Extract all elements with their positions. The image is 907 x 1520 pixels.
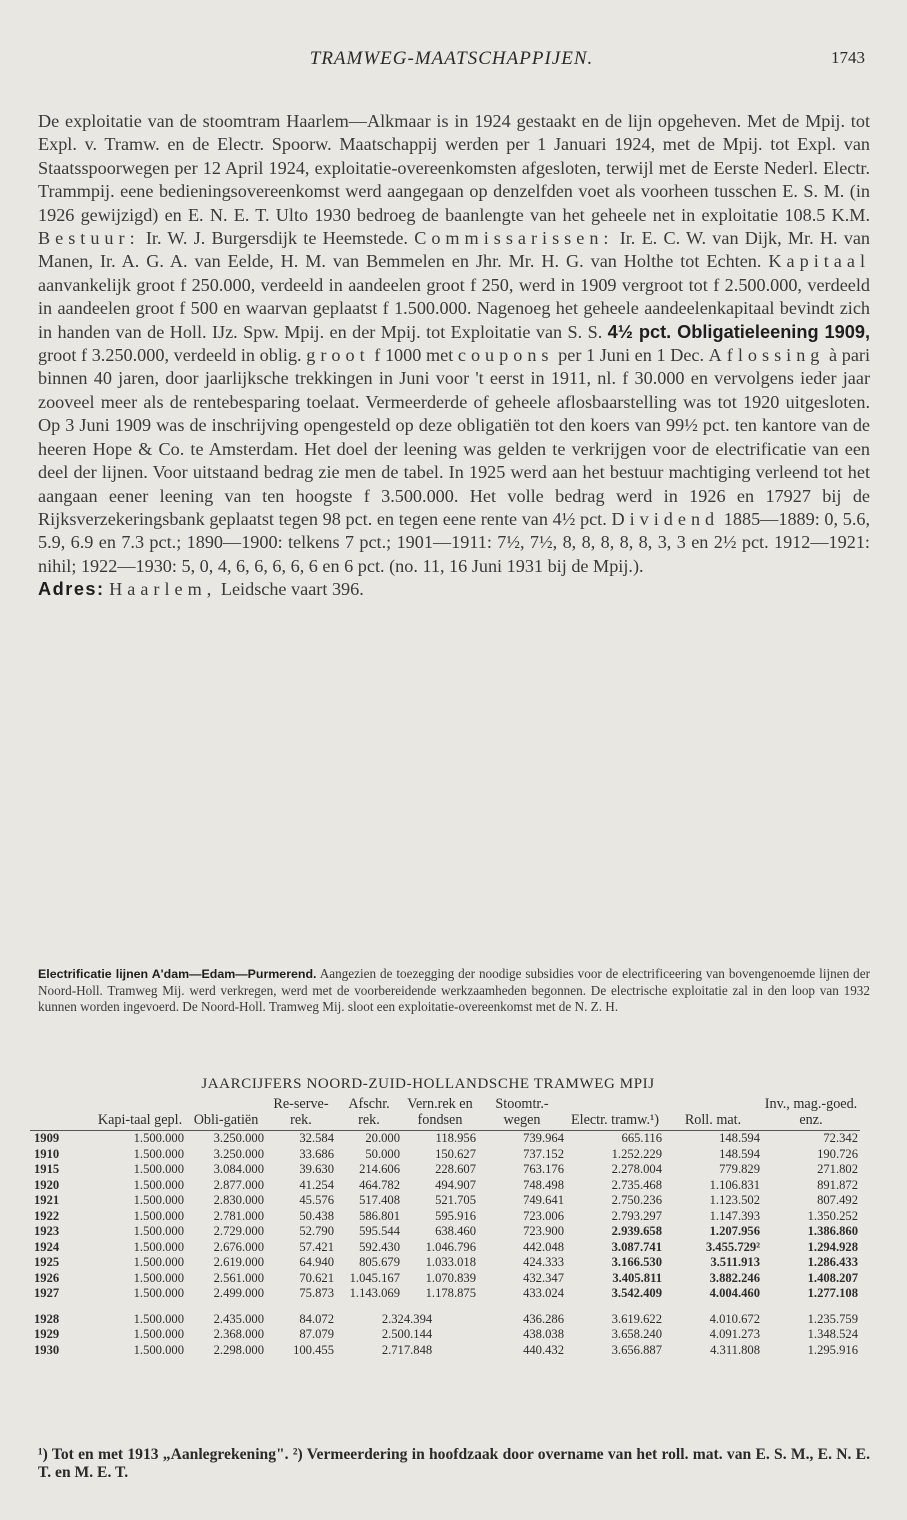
obligatie-text-1: groot f 3.250.000, verdeeld in oblig. bbox=[38, 345, 302, 366]
table-cell: 228.607 bbox=[435, 1162, 476, 1177]
header-reserve: Re-serve-rek. bbox=[273, 1096, 329, 1128]
table-cell: 150.627 bbox=[435, 1146, 476, 1161]
table-cell: 3.087.741 bbox=[611, 1239, 662, 1254]
annual-figures-table bbox=[30, 1097, 860, 1358]
table-row bbox=[30, 1343, 860, 1359]
table-cell: 84.072 bbox=[299, 1311, 334, 1326]
table-body bbox=[30, 1131, 860, 1359]
table-cell: 1.500.000 bbox=[133, 1270, 184, 1285]
table-cell: 464.782 bbox=[359, 1177, 400, 1192]
table-cell: 1.500.000 bbox=[133, 1208, 184, 1223]
table-cell: 1927 bbox=[34, 1286, 60, 1301]
table-cell: 3.084.000 bbox=[213, 1162, 264, 1177]
obligatie-text-3: per 1 Juni en 1 Dec. bbox=[558, 345, 705, 366]
table-cell: 75.873 bbox=[299, 1286, 334, 1301]
table-cell: 118.956 bbox=[435, 1131, 476, 1146]
table-cell: 2.500.144 bbox=[381, 1327, 433, 1342]
table-cell: 57.421 bbox=[299, 1239, 334, 1254]
table-cell: 3.511.913 bbox=[710, 1255, 760, 1270]
table-cell: 521.705 bbox=[435, 1193, 476, 1208]
table-cell: 517.408 bbox=[359, 1193, 400, 1208]
table-cell: 2.717.848 bbox=[381, 1342, 433, 1357]
year-header bbox=[30, 1097, 94, 1131]
table-cell: 4.311.808 bbox=[710, 1342, 760, 1357]
table-cell: 1910 bbox=[34, 1146, 60, 1161]
table-cell: 72.342 bbox=[823, 1131, 858, 1146]
table-row bbox=[30, 1178, 860, 1194]
table-cell: 1.500.000 bbox=[133, 1177, 184, 1192]
table-cell: 1.033.018 bbox=[425, 1255, 476, 1270]
kapitaal-label: Kapitaal bbox=[768, 251, 870, 272]
bestuur-text: Ir. W. J. Burgersdijk te Heemstede. bbox=[145, 228, 408, 249]
table-cell: 2.750.236 bbox=[611, 1193, 662, 1208]
table-row bbox=[30, 1327, 860, 1343]
table-cell: 87.079 bbox=[299, 1327, 334, 1342]
table-cell: 440.432 bbox=[523, 1342, 564, 1357]
table-footnotes: ¹) Tot en met 1913 „Aanlegrekening". ²) Vermeerdering in hoofdzaak door overname van het roll. mat. van E. S. M., E. N. E. T. en M. E. T. bbox=[38, 1446, 870, 1481]
table-cell: 1.386.860 bbox=[807, 1224, 858, 1239]
table-cell: 2.729.000 bbox=[213, 1224, 264, 1239]
table-cell: 33.686 bbox=[299, 1146, 334, 1161]
bestuur-label: Bestuur: bbox=[38, 228, 140, 249]
table-cell: 432.347 bbox=[523, 1270, 564, 1285]
coupons-label: coupons bbox=[457, 345, 554, 366]
table-cell: 4.004.460 bbox=[709, 1286, 760, 1301]
address-city: Haarlem, bbox=[109, 579, 217, 600]
electrification-text: Aangezien de toezegging der noodige subsidies voor de electrificeering van bovengenoemde lijnen der Noord-Holl. Tramweg Mij. werd verkregen, werd met de voorbereidende werkzaamheden begonnen. De electrische exploitatie zal in den loop van 1932 kunnen worden ingevoerd. De Noord-Holl. Tramweg Mij. sloot een exploitatie-overeenkomst met de N. Z. H. bbox=[38, 966, 870, 1014]
table-cell: 190.726 bbox=[817, 1146, 858, 1161]
table-cell: 749.641 bbox=[523, 1193, 564, 1208]
header-obligatien: Obli-gatiën bbox=[193, 1111, 259, 1128]
table-row bbox=[30, 1224, 860, 1240]
table-cell: 1.500.000 bbox=[133, 1224, 184, 1239]
table-row bbox=[30, 1255, 860, 1271]
table-cell: 737.152 bbox=[523, 1146, 564, 1161]
table-cell: 2.324.394 bbox=[381, 1311, 433, 1326]
table-cell: 2.619.000 bbox=[213, 1255, 264, 1270]
table-cell: 1.277.108 bbox=[807, 1286, 858, 1301]
table-cell: 45.576 bbox=[299, 1193, 334, 1208]
aflossing-label: Aflossing bbox=[708, 345, 825, 366]
table-cell: 436.286 bbox=[523, 1311, 564, 1326]
table-cell: 1.500.000 bbox=[133, 1286, 184, 1301]
table-cell: 1.207.956 bbox=[709, 1224, 760, 1239]
table-cell: 3.455.729² bbox=[705, 1239, 760, 1254]
spacer-cell bbox=[30, 1302, 860, 1312]
table-cell: 2.368.000 bbox=[213, 1327, 264, 1342]
page-number: 1743 bbox=[831, 48, 865, 67]
table-spacer-row bbox=[30, 1302, 860, 1312]
table-cell: 32.584 bbox=[299, 1131, 334, 1146]
table-cell: 1.123.502 bbox=[709, 1193, 760, 1208]
company-description bbox=[38, 110, 870, 602]
table-cell: 214.606 bbox=[359, 1162, 400, 1177]
table-cell: 50.438 bbox=[299, 1208, 334, 1223]
table-cell: 2.298.000 bbox=[213, 1342, 264, 1357]
table-row bbox=[30, 1147, 860, 1163]
description-paragraph bbox=[38, 110, 870, 578]
table-cell: 891.872 bbox=[817, 1177, 858, 1192]
table-cell: 748.498 bbox=[523, 1177, 564, 1192]
table-cell: 442.048 bbox=[523, 1239, 564, 1254]
dividend-text: 1885—1889: 0, 5.6, 5.9, 6.9 en 7.3 pct.; 1890—1900: telkens 7 pct.; 1901—1911: 7½, 7½, 8, 8, 8, 8, 8, 3, 3 en 2½ pct. 1912—1921: nihil; 1922—1930: 5, 0, 4, 6, 6, 6, 6, 6 en 6 pct. (no. 11, 16 Juni 1931 bij de Mpij.). bbox=[38, 508, 871, 576]
table-cell: 2.278.004 bbox=[611, 1162, 662, 1177]
table-cell: 20.000 bbox=[365, 1131, 400, 1146]
table-row bbox=[30, 1312, 860, 1328]
table-cell: 64.940 bbox=[299, 1255, 334, 1270]
dividend-label: Dividend bbox=[611, 508, 720, 529]
table-cell: 1.106.831 bbox=[709, 1177, 760, 1192]
table-cell: 433.024 bbox=[523, 1286, 564, 1301]
address-street: Leidsche vaart 396. bbox=[220, 579, 364, 600]
table-cell: 1.252.229 bbox=[611, 1146, 662, 1161]
table-cell: 3.405.811 bbox=[612, 1270, 662, 1285]
header-roll: Roll. mat. bbox=[684, 1111, 742, 1128]
table-cell: 1.500.000 bbox=[133, 1193, 184, 1208]
commissarissen-label: Commissarissen: bbox=[414, 228, 614, 249]
obligatie-text-2: f 1000 met bbox=[374, 345, 454, 366]
table-cell: 2.499.000 bbox=[213, 1286, 264, 1301]
kapitaal-text: aanvankelijk groot f 250.000, verdeeld in aandeelen groot f 250, werd in 1909 vergroot tot f 2.500.000, verdeeld in aandeelen groot f 500 en waarvan geplaatst f 1.500.000. Nagenoeg het geheele aandeelenkapitaal bevindt zich in handen van de Holl. IJz. Spw. Mpij. en der Mpij. tot Exploitatie van S. S. bbox=[38, 274, 870, 342]
table-cell: 595.916 bbox=[435, 1208, 476, 1223]
aflossing-text: à pari binnen 40 jaren, door jaarlijksche trekkingen in Juni voor 't eerst in 1911, nl. f 30.000 en vervolgens ieder jaar zooveel meer als de rentebesparing toelaat. Vermeerderde of geheele aflosbaarstelling was tot 1920 uitgesloten. Op 3 Juni 1909 was de inschrijving opengesteld op deze obligatiën tot den koers van 99½ pct. ten kantore van de heeren Hope & Co. te Amsterdam. Het doel der leening was gelden te verkrijgen voor de electrificatie van een deel der lijnen. Voor uitstaand bedrag zie men de tabel. In 1925 werd aan het bestuur machtiging verleend tot het aangaan eener leening van ten hoogste f 3.500.000. Het volle bedrag werd in 1926 en 17927 bij de Rijksverzekeringsbank geplaatst tegen 98 pct. en tegen eene rente van 4½ pct. bbox=[38, 345, 871, 529]
table-cell: 2.676.000 bbox=[213, 1239, 264, 1254]
table-cell: 2.781.000 bbox=[213, 1208, 264, 1223]
table-cell: 1.348.524 bbox=[807, 1327, 858, 1342]
table-cell: 3.250.000 bbox=[213, 1146, 264, 1161]
table-cell: 1.294.928 bbox=[807, 1239, 858, 1254]
table-cell: 494.907 bbox=[435, 1177, 476, 1192]
table-cell: 739.964 bbox=[523, 1131, 564, 1146]
table-cell: 1.500.000 bbox=[133, 1239, 184, 1254]
table-cell: 665.116 bbox=[621, 1131, 662, 1146]
table-cell: 2.561.000 bbox=[213, 1270, 264, 1285]
table-cell: 438.038 bbox=[523, 1327, 564, 1342]
table-cell: 100.455 bbox=[293, 1342, 334, 1357]
table-cell: 52.790 bbox=[299, 1224, 334, 1239]
table-cell: 2.939.658 bbox=[611, 1224, 662, 1239]
table-cell: 3.658.240 bbox=[611, 1327, 662, 1342]
table-cell: 2.793.297 bbox=[611, 1208, 662, 1223]
table-cell: 723.900 bbox=[523, 1224, 564, 1239]
electrification-note bbox=[38, 966, 870, 1014]
table-cell: 70.621 bbox=[299, 1270, 334, 1285]
table-cell: 1.500.000 bbox=[133, 1146, 184, 1161]
table-cell: 1.070.839 bbox=[425, 1270, 476, 1285]
table-row bbox=[30, 1271, 860, 1287]
table-cell: 424.333 bbox=[523, 1255, 564, 1270]
table-cell: 586.801 bbox=[359, 1208, 400, 1223]
table-cell: 1.500.000 bbox=[133, 1131, 184, 1146]
table-cell: 805.679 bbox=[359, 1255, 400, 1270]
table-cell: 271.802 bbox=[817, 1162, 858, 1177]
table-cell: 1922 bbox=[34, 1208, 60, 1223]
table-cell: 1926 bbox=[34, 1270, 60, 1285]
table-cell: 1.350.252 bbox=[807, 1208, 858, 1223]
header-electr: Electr. tramw.¹) bbox=[570, 1111, 660, 1128]
table-cell: 3.882.246 bbox=[709, 1270, 760, 1285]
table-cell: 1.286.433 bbox=[807, 1255, 858, 1270]
header-vernrek: Vern.rek en fondsen bbox=[407, 1096, 473, 1128]
address-line bbox=[38, 578, 870, 601]
table-row bbox=[30, 1286, 860, 1302]
table-cell: 1.046.796 bbox=[425, 1239, 476, 1254]
table-header-row bbox=[30, 1097, 860, 1131]
table-cell: 1.295.916 bbox=[807, 1342, 858, 1357]
table-cell: 1.500.000 bbox=[133, 1255, 184, 1270]
table-cell: 1.178.875 bbox=[425, 1286, 476, 1301]
table-row bbox=[30, 1240, 860, 1256]
table-cell: 2.830.000 bbox=[213, 1193, 264, 1208]
running-title: TRAMWEG-MAATSCHAPPIJEN. bbox=[309, 48, 594, 69]
table-cell: 779.829 bbox=[719, 1162, 760, 1177]
table-cell: 148.594 bbox=[719, 1146, 760, 1161]
header-inv: Inv., mag.-goed. enz. bbox=[764, 1096, 858, 1128]
table-row bbox=[30, 1209, 860, 1225]
header-stoomtr: Stoomtr.-wegen bbox=[495, 1096, 549, 1128]
table-cell: 1.408.207 bbox=[807, 1270, 858, 1285]
table-cell: 723.006 bbox=[523, 1208, 564, 1223]
table-cell: 2.877.000 bbox=[213, 1177, 264, 1192]
header-kapitaal: Kapi-taal gepl. bbox=[97, 1111, 183, 1128]
table-cell: 1928 bbox=[34, 1311, 60, 1326]
table-cell: 1920 bbox=[34, 1177, 60, 1192]
table-cell: 1921 bbox=[34, 1193, 60, 1208]
table-cell: 39.630 bbox=[299, 1162, 334, 1177]
table-cell: 1923 bbox=[34, 1224, 60, 1239]
table-cell: 3.619.622 bbox=[611, 1311, 662, 1326]
table-cell: 592.430 bbox=[359, 1239, 400, 1254]
table-cell: 1.235.759 bbox=[807, 1311, 858, 1326]
table-row bbox=[30, 1193, 860, 1209]
table-cell: 4.091.273 bbox=[709, 1327, 760, 1342]
table-cell: 638.460 bbox=[435, 1224, 476, 1239]
table-cell: 1.500.000 bbox=[133, 1311, 184, 1326]
table-cell: 807.492 bbox=[817, 1193, 858, 1208]
table-cell: 763.176 bbox=[523, 1162, 564, 1177]
table-row bbox=[30, 1162, 860, 1178]
table-cell: 1929 bbox=[34, 1327, 60, 1342]
table-cell: 1930 bbox=[34, 1342, 60, 1357]
table-cell: 3.542.409 bbox=[611, 1286, 662, 1301]
electrification-heading: Electrificatie lijnen A'dam—Edam—Purmerend. bbox=[38, 967, 317, 981]
table-title: JAARCIJFERS NOORD-ZUID-HOLLANDSCHE TRAMWEG MPIJ bbox=[201, 1076, 655, 1092]
table-cell: 1.045.167 bbox=[349, 1270, 400, 1285]
table-row bbox=[30, 1131, 860, 1147]
table-cell: 2.435.000 bbox=[213, 1311, 264, 1326]
page-header bbox=[38, 48, 865, 78]
table-cell: 1.147.393 bbox=[709, 1208, 760, 1223]
table-cell: 3.656.887 bbox=[611, 1342, 662, 1357]
table-cell: 4.010.672 bbox=[709, 1311, 760, 1326]
commissarissen-text: Ir. E. C. W. van Dijk, Mr. H. van Manen, Ir. A. G. A. van Eelde, H. M. van Bemmelen en Jhr. Mr. H. G. van Holthe tot Echten. bbox=[38, 228, 871, 272]
groot-label: groot bbox=[306, 345, 370, 366]
address-label: Adres: bbox=[38, 579, 105, 600]
header-afschr: Afschr. rek. bbox=[348, 1096, 390, 1128]
table-cell: 1909 bbox=[34, 1131, 60, 1146]
table-cell: 2.735.468 bbox=[611, 1177, 662, 1192]
table-cell: 3.166.530 bbox=[611, 1255, 662, 1270]
history-text: De exploitatie van de stoomtram Haarlem—Alkmaar is in 1924 gestaakt en de lijn opgeheven. Met de Mpij. tot Expl. v. Tramw. en de Electr. Spoorw. Maatschappij werden per 1 Januari 1924, met de Mpij. tot Expl. van Staatsspoorwegen per 12 April 1924, exploitatie-overeenkomsten afgesloten, terwijl met de Eerste Nederl. Electr. Trammpij. eene bedieningsovereenkomst werd aangegaan op denzelfden voet als voorheen tusschen E. S. M. (in 1926 gewijzigd) en E. N. E. T. Ulto 1930 bedroeg de baanlengte van het geheele net in exploitatie 108.5 K.M. bbox=[38, 111, 870, 225]
table-cell: 50.000 bbox=[365, 1146, 400, 1161]
table-cell: 1915 bbox=[34, 1162, 60, 1177]
table-cell: 41.254 bbox=[299, 1177, 334, 1192]
table-cell: 1925 bbox=[34, 1255, 60, 1270]
table-cell: 1.500.000 bbox=[133, 1342, 184, 1357]
table-cell: 1924 bbox=[34, 1239, 60, 1254]
table-cell: 1.500.000 bbox=[133, 1327, 184, 1342]
table-cell: 595.544 bbox=[359, 1224, 400, 1239]
table-cell: 3.250.000 bbox=[213, 1131, 264, 1146]
obligatie-label: 4½ pct. Obligatieleening 1909, bbox=[607, 321, 870, 342]
table-cell: 1.143.069 bbox=[349, 1286, 400, 1301]
table-cell: 148.594 bbox=[719, 1131, 760, 1146]
table-cell: 1.500.000 bbox=[133, 1162, 184, 1177]
